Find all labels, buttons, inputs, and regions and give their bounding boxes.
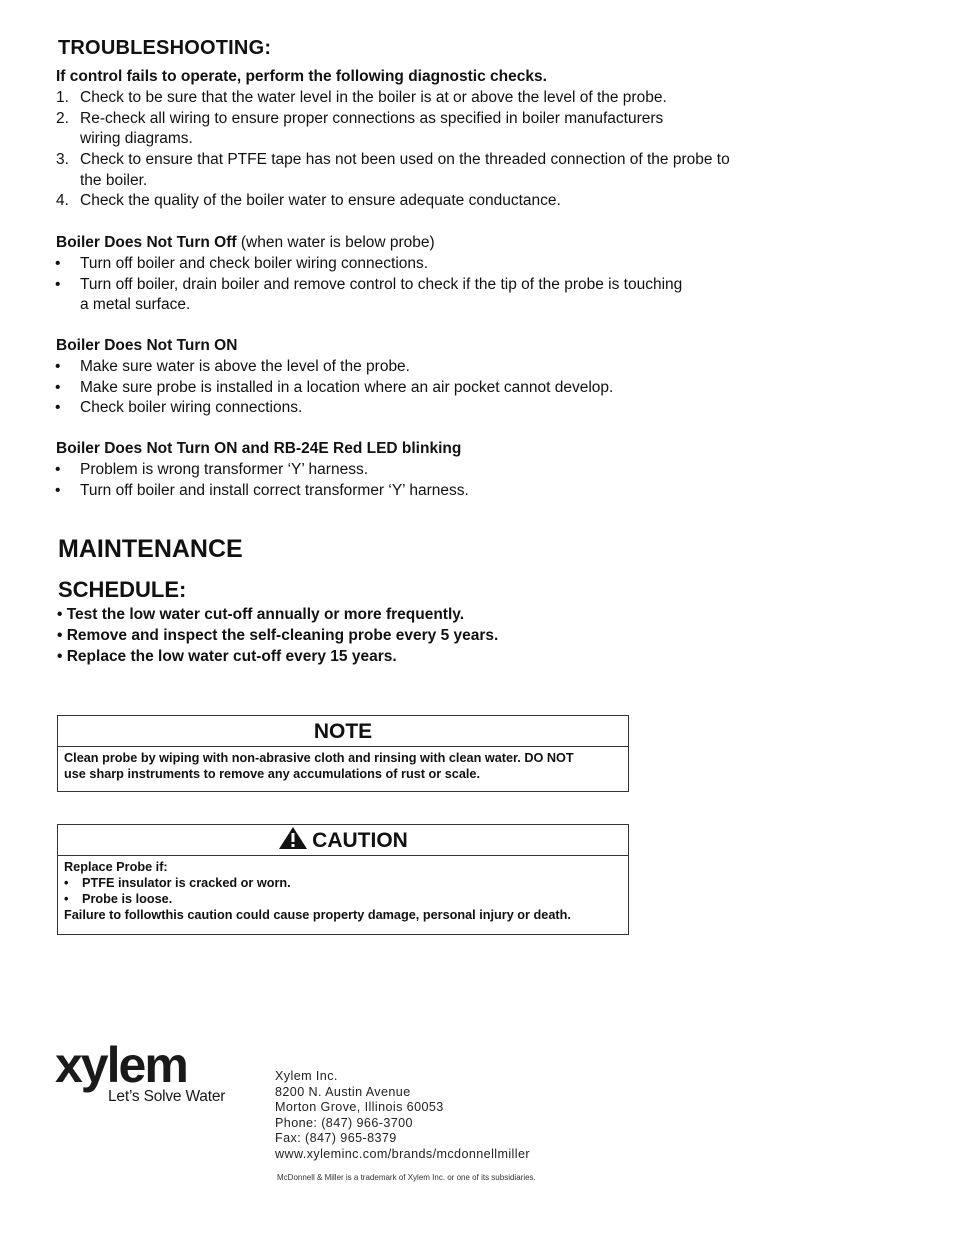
list-item: Problem is wrong transformer ‘Y’ harness. [80,461,368,478]
bullet-marker: • [55,399,61,416]
note-body [58,747,628,785]
list-item: a metal surface. [80,296,191,313]
street-address: 8200 N. Austin Avenue [275,1084,411,1099]
check-text: Check the quality of the boiler water to ensure adequate conductance. [80,192,561,209]
caution-bullet: • PTFE insulator is cracked or worn. [64,876,291,890]
check-text: Check to ensure that PTFE tape has not been used on the threaded connection of the probe to [80,151,730,168]
bullet-marker: • [55,276,61,293]
turn-off-bullet-list [0,254,954,318]
note-title: NOTE [58,716,628,747]
company-name: Xylem Inc. [275,1069,338,1083]
led-blinking-bullet-list [0,460,954,504]
check-number: 3. [56,151,69,168]
check-text: Check to be sure that the water level in the boiler is at or above the level of the probe. [80,89,667,106]
check-text: Re-check all wiring to ensure proper connections as specified in boiler manufacturers [80,110,664,127]
logo-tagline: Let’s Solve Water [108,1088,226,1105]
note-text-line: use sharp instruments to remove any accumulations of rust or scale. [64,767,480,781]
check-text: wiring diagrams. [80,130,193,147]
list-item: Turn off boiler and check boiler wiring connections. [80,255,429,272]
troubleshooting-intro: If control fails to operate, perform the following diagnostic checks. [56,68,547,85]
list-item: Make sure water is above the level of the probe. [80,358,410,375]
note-text-line: Clean probe by wiping with non-abrasive cloth and rinsing with clean water. DO NOT [64,751,574,765]
schedule-item: • Test the low water cut-off annually or more frequently. [57,606,465,623]
section-heading-turn-on [56,336,237,357]
bullet-marker: • [55,379,61,396]
section-title-bold: Boiler Does Not Turn ON and RB-24E Red LED blinking [56,440,462,457]
logo-wordmark: xylem [55,1037,187,1093]
check-number: 1. [56,89,69,106]
section-title-bold: Boiler Does Not Turn Off [56,234,237,251]
caution-body [58,856,628,926]
caution-header [58,825,628,856]
check-number: 2. [56,110,69,127]
maintenance-heading: MAINTENANCE [58,535,243,563]
city-state-zip: Morton Grove, Illinois 60053 [275,1100,444,1114]
list-item: Check boiler wiring connections. [80,399,303,416]
turn-on-bullet-list [0,357,954,421]
section-heading-led-blinking [56,439,461,460]
phone-number: Phone: (847) 966-3700 [275,1115,413,1130]
caution-warning: Failure to followthis caution could cause property damage, personal injury or death. [64,908,571,922]
warning-triangle-icon [278,826,308,860]
xylem-logo [55,1037,226,1105]
trademark-notice: McDonnell & Miller is a trademark of Xylem Inc. or one of its subsidiaries. [277,1173,536,1182]
note-box [57,715,629,792]
website-link[interactable]: www.xyleminc.com/brands/mcdonnellmiller [275,1146,530,1161]
troubleshooting-heading: TROUBLESHOOTING: [58,37,272,59]
caution-bullet: • Probe is loose. [64,892,173,906]
bullet-marker: • [55,482,61,499]
section-title-bold: Boiler Does Not Turn ON [56,337,238,354]
fax-number: Fax: (847) 965-8379 [275,1131,397,1145]
caution-lead: Replace Probe if: [64,860,168,874]
bullet-marker: • [55,255,61,272]
company-address [275,1069,530,1162]
list-item: Turn off boiler, drain boiler and remove control to check if the tip of the probe is touching [80,276,683,293]
bullet-marker: • [55,358,61,375]
list-item: Turn off boiler and install correct transformer ‘Y’ harness. [80,482,469,499]
list-item: Make sure probe is installed in a location where an air pocket cannot develop. [80,379,614,396]
schedule-item: • Replace the low water cut-off every 15 years. [57,648,397,665]
section-title-note: (when water is below probe) [236,234,435,251]
check-text: the boiler. [80,172,148,189]
diagnostic-checks-list [0,88,954,213]
section-heading-turn-off [56,233,435,254]
caution-box [57,824,629,935]
schedule-item: • Remove and inspect the self-cleaning probe every 5 years. [57,627,499,644]
bullet-marker: • [55,461,61,478]
schedule-heading: SCHEDULE: [58,577,187,602]
caution-title: CAUTION [312,829,408,852]
check-number: 4. [56,192,69,209]
